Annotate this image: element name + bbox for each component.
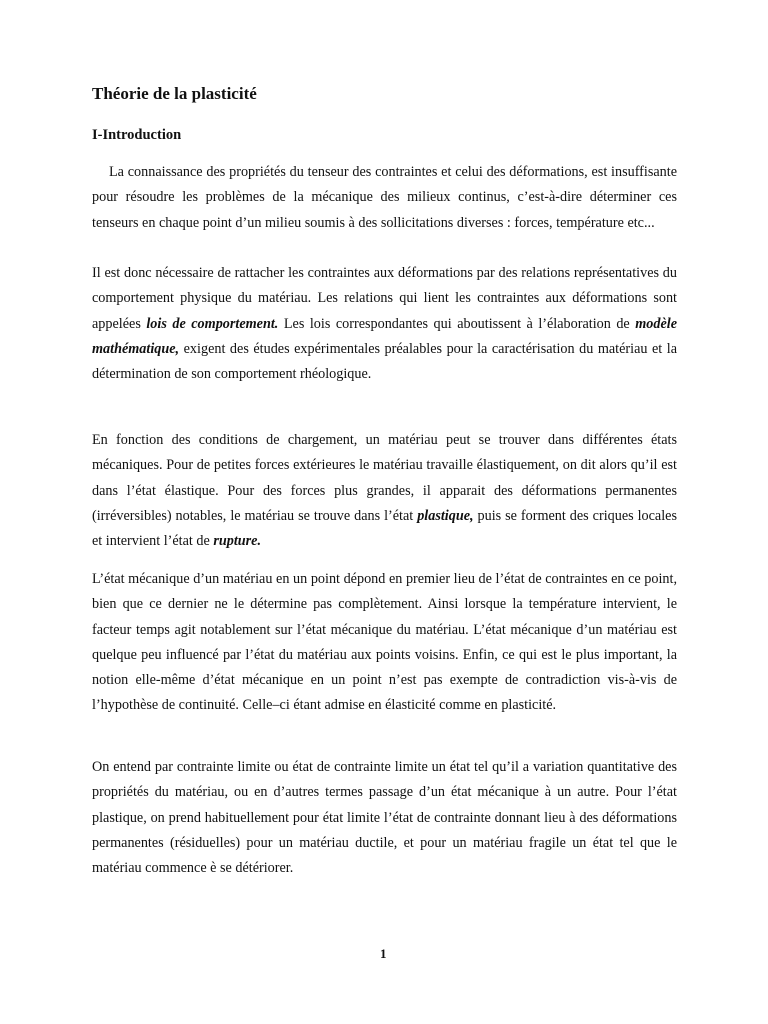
emphasis-term: lois de comportement. [146, 315, 279, 332]
text-run: exigent des études expérimentales préalables pour la caractérisation du matériau et la détermination de son comportement rhéologique. [92, 340, 677, 383]
text-run: En fonction des conditions de chargement, un matériau peut se trouver dans différentes états mécaniques. Pour de petites forces extérieures le matériau travaille élastiquement, on dit alors qu’il est dans l’état élastique. Pour des forces plus grandes, il apparait des déformations permanentes (irréversibles) notables, le matériau se trouve dans l’état [92, 432, 677, 524]
emphasis-term: plastique, [417, 507, 474, 524]
paragraph-mechanical-states [92, 428, 677, 554]
emphasis-term: rupture. [213, 533, 262, 550]
text-run: puis se forment des criques locales et intervient l’état de [92, 507, 677, 550]
section-heading: I-Introduction [92, 127, 182, 143]
paragraph-constitutive-laws [92, 261, 677, 387]
paragraph-limit-stress: On entend par contrainte limite ou état de contrainte limite un état tel qu’il a variation quantitative des propriétés du matériau, ou en d’autres termes passage d’un état mécanique à un autre. Pour l’état plastique, on prend habituellement pour état limite l’état de contrainte donnant lieu à des déformations permanentes (résiduelles) pour un matériau ductile, et pour un matériau fragile un état tel que le matériau commence è se détériorer. [92, 759, 677, 877]
page-title: Théorie de la plasticité [92, 84, 257, 103]
text-run: Les lois correspondantes qui aboutissent à l’élaboration de [278, 315, 636, 332]
page-number: 1 [380, 946, 387, 961]
emphasis-term: modèle mathématique, [92, 315, 677, 357]
text-run: Il est donc nécessaire de rattacher les contraintes aux déformations par des relations représentatives du comportement physique du matériau. Les relations qui lient les contraintes aux déformations sont appelées [92, 265, 677, 332]
paragraph-intro: La connaissance des propriétés du tenseur des contraintes et celui des déformations, est insuffisante pour résoudre les problèmes de la mécanique des milieux continus, c’est-à-dire déterminer ces tenseurs en chaque point d’un milieu soumis à des sollicitations diverses : forces, température etc... [92, 164, 677, 231]
paragraph-mechanical-point-state: L’état mécanique d’un matériau en un point dépond en premier lieu de l’état de contraintes en ce point, bien que ce dernier ne le détermine pas complètement. Ainsi lorsque la température intervient, le facteur temps agit notablement sur l’état mécanique du matériau. L’état mécanique d’un matériau est quelque peu influencé par l’état du matériau aux points voisins. Enfin, ce qui est le plus important, la notion elle-même d’état mécanique en un point n’est pas exempte de contradiction vis-à-vis de l’hypothèse de continuité. Celle–ci étant admise en élasticité comme en plasticité. [92, 571, 677, 714]
